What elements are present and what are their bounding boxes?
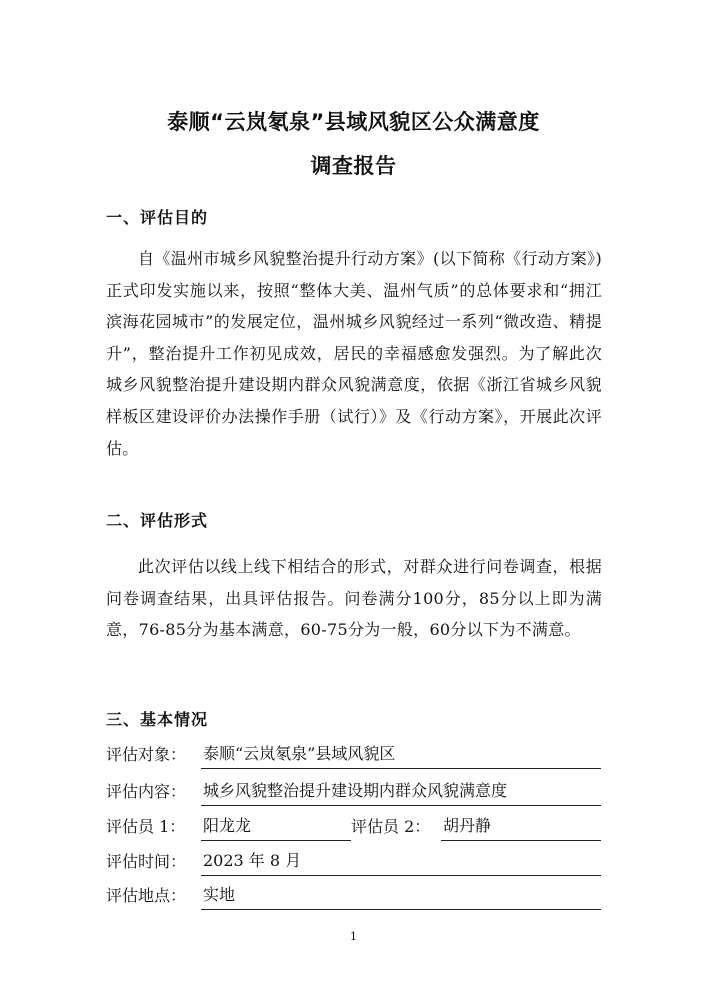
field-assessment-object bbox=[106, 743, 601, 769]
field-value: 城乡风貌整治提升建设期内群众风貌满意度 bbox=[203, 781, 508, 800]
field-underline bbox=[201, 849, 601, 876]
section-paragraph-purpose: 自《温州市城乡风貌整治提升行动方案》(以下简称《行动方案》)正式印发实施以来，按照“整体大美、温州气质”的总体要求和“拥江滨海花园城市”的发展定位，温州城乡风貌经过一系列“微改造、精提升”，整治提升工作初见成效，居民的幸福感愈发强烈。为了解此次城乡风貌整治提升建设期内群众风貌满意度，依据《浙江省城乡风貌样板区建设评价办法操作手册（试行）》及《行动方案》，开展此次评估。 bbox=[106, 249, 602, 458]
report-title-line-2: 调查报告 bbox=[310, 154, 397, 178]
field-value: 阳龙龙 bbox=[203, 816, 252, 835]
section-heading-basic-info: 三、基本情况 bbox=[106, 710, 209, 729]
section-paragraph-form: 此次评估以线上线下相结合的形式，对群众进行问卷调查，根据问卷调查结果，出具评估报告。问卷满分100分，85分以上即为满意，76-85分为基本满意，60-75分为一般，60分以下为不满意。 bbox=[106, 557, 602, 640]
field-value: 泰顺“云岚氡泉”县域风貌区 bbox=[203, 744, 396, 763]
field-label: 评估对象： bbox=[106, 745, 187, 764]
field-underline bbox=[201, 814, 351, 841]
field-value: 胡丹静 bbox=[443, 816, 492, 835]
field-label: 评估员 2： bbox=[351, 817, 431, 836]
field-label: 评估地点： bbox=[106, 886, 187, 905]
field-value: 实地 bbox=[203, 885, 236, 904]
field-value: 2023 年 8 月 bbox=[203, 851, 302, 870]
field-label: 评估时间： bbox=[106, 852, 187, 871]
page-number: 1 bbox=[350, 930, 357, 943]
field-assessment-content bbox=[106, 780, 601, 806]
field-label: 评估内容： bbox=[106, 782, 187, 801]
report-title-line-1: 泰顺“云岚氡泉”县域风貌区公众满意度 bbox=[167, 110, 540, 134]
field-assessment-time bbox=[106, 850, 601, 876]
section-heading-purpose: 一、评估目的 bbox=[106, 208, 209, 227]
field-label: 评估员 1： bbox=[106, 817, 186, 836]
field-underline bbox=[201, 883, 601, 910]
field-assessment-place bbox=[106, 884, 601, 910]
field-assessors bbox=[106, 815, 601, 841]
field-underline bbox=[441, 814, 601, 841]
field-underline bbox=[201, 742, 601, 769]
field-underline bbox=[201, 779, 601, 806]
section-heading-form: 二、评估形式 bbox=[106, 511, 209, 530]
